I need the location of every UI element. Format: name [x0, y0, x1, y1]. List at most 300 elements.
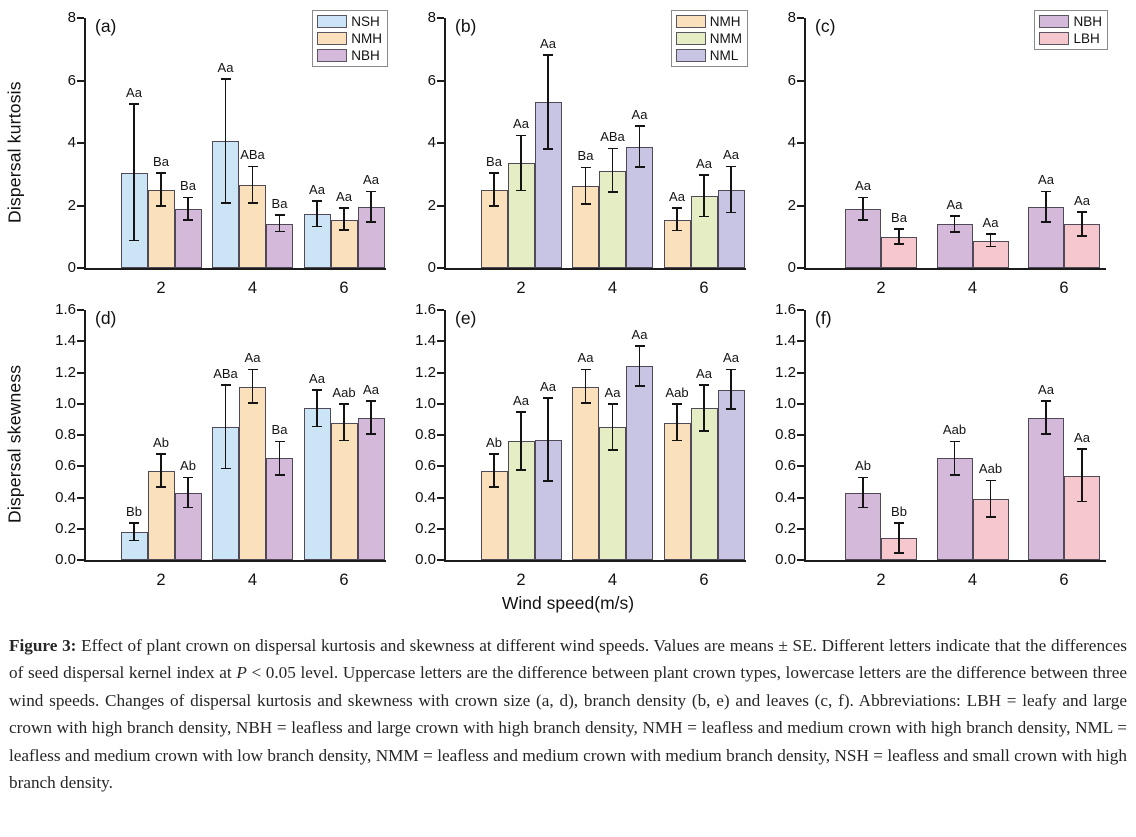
panel-a [34, 6, 390, 298]
legend [1034, 10, 1108, 50]
error-bar-cap-bottom [1077, 501, 1087, 503]
y-tick-label: 4 [787, 134, 796, 151]
x-tick-label: 6 [339, 571, 349, 589]
error-bar-cap-bottom [516, 190, 526, 192]
sig-label: Aa [577, 350, 594, 366]
error-bar-cap-top [726, 369, 736, 371]
y-tick-mark [797, 559, 804, 561]
error-bar [279, 441, 281, 475]
y-tick-mark [437, 434, 444, 436]
legend-swatch-NMH [317, 32, 347, 45]
y-tick-mark [77, 309, 84, 311]
error-bar [160, 454, 162, 488]
error-bar-cap-bottom [156, 205, 166, 207]
y-tick-label: 0.8 [775, 426, 796, 443]
error-bar-cap-bottom [635, 166, 645, 168]
sig-label: Aa [363, 381, 379, 397]
legend-swatch-NML [676, 49, 706, 62]
legend [312, 10, 388, 67]
y-tick-label: 8 [67, 9, 76, 26]
y-tick-label: 0.8 [55, 426, 76, 443]
error-bar [370, 401, 372, 435]
y-tick-mark [77, 559, 84, 561]
sig-label: Aa [723, 350, 739, 366]
x-tick-label: 4 [247, 279, 258, 297]
sig-label: Aa [1074, 430, 1090, 446]
error-bar [1045, 401, 1047, 435]
panel-label: (f) [815, 308, 832, 328]
error-bar-cap-top [516, 411, 526, 413]
plot-area [415, 301, 746, 589]
legend-entry [1039, 30, 1102, 47]
y-tick-label: 2 [787, 196, 796, 214]
y-tick-mark [77, 372, 84, 374]
error-bar [493, 173, 495, 207]
error-bar-cap-top [699, 174, 709, 176]
legend-entry [676, 47, 742, 64]
y-tick-mark [437, 80, 444, 82]
plot-area [775, 301, 1106, 589]
error-bar [703, 175, 705, 218]
error-bar-cap-top [248, 369, 258, 371]
error-bar [252, 166, 254, 204]
error-bar-cap-top [699, 384, 709, 386]
error-bar-cap-bottom [156, 486, 166, 488]
sig-label: Aa [1074, 192, 1090, 208]
error-bar-cap-top [543, 54, 553, 56]
sig-label: Aa [855, 178, 871, 194]
x-tick-label: 6 [1059, 571, 1069, 589]
error-bar [990, 480, 992, 518]
error-bar-cap-bottom [726, 408, 736, 410]
sig-label: Aa [540, 378, 556, 394]
y-tick-label: 0.6 [775, 457, 796, 475]
sig-label: Bb [126, 503, 142, 519]
error-bar-cap-top [858, 197, 868, 199]
error-bar-cap-bottom [672, 440, 682, 442]
caption-segment: P [236, 663, 247, 683]
legend-label: NMH [351, 31, 382, 46]
error-bar [612, 404, 614, 451]
error-bar [520, 412, 522, 471]
y-tick-label: 0.2 [775, 519, 796, 537]
sig-label: ABa [600, 129, 625, 145]
y-tick-mark [797, 309, 804, 311]
error-bar [520, 135, 522, 191]
y-tick-mark [797, 17, 804, 19]
sig-label: Aa [696, 366, 712, 381]
error-bar-cap-top [275, 214, 285, 216]
x-tick-label: 4 [967, 571, 978, 589]
y-tick-label: 1.0 [415, 394, 436, 412]
error-bar-cap-bottom [129, 240, 139, 242]
error-bar [370, 191, 372, 222]
error-bar-cap-top [635, 345, 645, 347]
error-bar-cap-top [183, 477, 193, 479]
y-tick-mark [437, 528, 444, 530]
legend-label: LBH [1073, 31, 1100, 46]
error-bar-cap-bottom [635, 385, 645, 387]
y-tick-label: 4 [427, 134, 436, 151]
sig-label: Aa [244, 350, 261, 366]
y-tick-label: 0.4 [55, 488, 76, 506]
error-bar [639, 126, 641, 168]
y-tick-mark [437, 372, 444, 374]
error-bar-cap-top [635, 125, 645, 127]
error-bar-cap-bottom [986, 516, 996, 518]
error-bar-cap-top [950, 441, 960, 443]
error-bar-cap-top [672, 207, 682, 209]
y-tick-label: 6 [787, 71, 796, 89]
error-bar [730, 166, 732, 213]
x-tick-label: 2 [516, 571, 526, 589]
error-bar-cap-top [489, 172, 499, 174]
error-bar-cap-bottom [1077, 235, 1087, 237]
bar-NMH-ws6 [664, 423, 691, 561]
error-bar [954, 441, 956, 475]
error-bar-cap-top [672, 403, 682, 405]
y-tick-label: 0.2 [55, 519, 76, 537]
sig-label: Aa [946, 196, 963, 212]
y-axis-title-kurtosis: Dispersal kurtosis [4, 81, 25, 223]
y-tick-label: 0.4 [775, 488, 796, 506]
sig-label: Aa [723, 147, 739, 163]
y-axis-title-skewness: Dispersal skewness [4, 364, 25, 524]
y-tick-mark [437, 309, 444, 311]
error-bar-cap-top [156, 453, 166, 455]
error-bar-cap-bottom [275, 231, 285, 233]
legend-entry [317, 47, 382, 64]
y-tick-label: 0 [787, 259, 796, 276]
error-bar-cap-top [339, 403, 349, 405]
y-tick-label: 6 [67, 71, 76, 89]
error-bar-cap-top [129, 103, 139, 105]
error-bar [585, 167, 587, 205]
panel-label: (e) [455, 308, 477, 328]
error-bar [493, 454, 495, 488]
y-tick-label: 4 [67, 134, 76, 151]
sig-label: Aa [217, 59, 234, 75]
y-tick-mark [437, 403, 444, 405]
sig-label: Ba [180, 178, 196, 194]
sig-label: Aa [982, 214, 999, 230]
sig-label: Aa [1038, 381, 1054, 397]
error-bar-cap-bottom [986, 246, 996, 248]
y-tick-mark [797, 528, 804, 530]
error-bar [730, 369, 732, 410]
y-tick-label: 6 [427, 71, 436, 89]
error-bar-cap-bottom [894, 552, 904, 554]
caption-text [9, 636, 1127, 792]
error-bar-cap-bottom [699, 430, 709, 432]
y-tick-mark [77, 465, 84, 467]
sig-label: Bb [891, 503, 907, 519]
error-bar [639, 346, 641, 387]
error-bar-cap-top [986, 233, 996, 235]
error-bar [316, 201, 318, 227]
error-bar-cap-bottom [581, 203, 591, 205]
plot-area [55, 301, 386, 589]
y-tick-mark [77, 80, 84, 82]
error-bar-cap-bottom [129, 540, 139, 542]
y-tick-label: 1.2 [415, 363, 436, 381]
y-tick-label: 1.6 [415, 301, 436, 318]
error-bar-cap-top [1077, 448, 1087, 450]
sig-label: Aab [942, 422, 967, 438]
error-bar [862, 197, 864, 221]
sig-label: Aab [665, 384, 689, 400]
x-tick-label: 4 [607, 571, 618, 589]
y-tick-label: 0.2 [415, 519, 436, 537]
error-bar-cap-top [543, 397, 553, 399]
sig-label: ABa [213, 366, 238, 381]
panel-e [394, 298, 750, 590]
y-tick-label: 1.6 [55, 301, 76, 318]
bar-NBH-ws6 [358, 418, 385, 560]
sig-label: Aa [696, 155, 712, 171]
sig-label: Ab [855, 458, 871, 474]
error-bar-cap-top [516, 135, 526, 137]
error-bar-cap-top [581, 369, 591, 371]
y-tick-label: 1.2 [775, 363, 796, 381]
error-bar-cap-bottom [183, 219, 193, 221]
error-bar-cap-bottom [248, 202, 258, 204]
y-tick-mark [77, 17, 84, 19]
error-bar [1081, 212, 1083, 237]
error-bar [316, 390, 318, 428]
y-tick-mark [797, 372, 804, 374]
error-bar [343, 404, 345, 442]
y-tick-label: 1.4 [415, 332, 436, 350]
y-tick-mark [797, 465, 804, 467]
sig-label: Ab [486, 434, 502, 450]
error-bar [676, 404, 678, 442]
sig-label: Aa [513, 116, 529, 132]
error-bar-cap-bottom [699, 216, 709, 218]
y-tick-label: 0.8 [415, 426, 436, 443]
error-bar-cap-top [248, 166, 258, 168]
y-tick-mark [437, 267, 444, 269]
y-tick-label: 0.0 [415, 551, 436, 568]
panel-label: (a) [95, 16, 117, 36]
error-bar-cap-bottom [183, 507, 193, 509]
error-bar-cap-top [366, 191, 376, 193]
error-bar-cap-bottom [858, 219, 868, 221]
error-bar-cap-top [608, 403, 618, 405]
error-bar-cap-top [312, 389, 322, 391]
error-bar-cap-bottom [726, 212, 736, 214]
y-tick-label: 0.0 [55, 551, 76, 568]
sig-label: Ba [271, 422, 288, 438]
legend-swatch-NBH [317, 49, 347, 62]
y-tick-label: 0.6 [415, 457, 436, 475]
error-bar-cap-top [986, 480, 996, 482]
sig-label: Aa [126, 84, 142, 100]
error-bar [252, 369, 254, 403]
legend-label: NSH [351, 14, 380, 29]
error-bar-cap-bottom [312, 226, 322, 228]
panel-d [34, 298, 390, 590]
error-bar-cap-top [129, 522, 139, 524]
y-tick-label: 0.4 [415, 488, 436, 506]
error-bar [1081, 449, 1083, 502]
error-bar [133, 104, 135, 242]
y-tick-label: 1.6 [775, 301, 796, 318]
y-tick-mark [77, 267, 84, 269]
x-tick-label: 4 [607, 279, 618, 297]
error-bar-cap-bottom [581, 402, 591, 404]
error-bar-cap-top [275, 441, 285, 443]
y-tick-mark [437, 340, 444, 342]
error-bar [1045, 191, 1047, 222]
sig-label: Ba [153, 153, 169, 169]
legend-entry [317, 13, 382, 30]
legend [671, 10, 748, 67]
sig-label: Ab [180, 458, 196, 474]
error-bar [547, 55, 549, 150]
y-tick-label: 0.6 [55, 457, 76, 475]
y-tick-mark [437, 465, 444, 467]
error-bar-cap-bottom [275, 474, 285, 476]
error-bar-cap-bottom [366, 221, 376, 223]
error-bar-cap-top [156, 172, 166, 174]
y-tick-mark [77, 497, 84, 499]
bar-NML-ws6 [718, 390, 745, 560]
error-bar [187, 197, 189, 221]
legend-entry [676, 13, 742, 30]
y-tick-mark [77, 403, 84, 405]
panel-label: (c) [815, 16, 836, 36]
error-bar-cap-bottom [950, 231, 960, 233]
x-tick-label: 4 [247, 571, 258, 589]
error-bar-cap-top [339, 207, 349, 209]
legend-entry [1039, 13, 1102, 30]
y-tick-mark [797, 205, 804, 207]
y-tick-mark [797, 340, 804, 342]
panel-b [394, 6, 750, 298]
error-bar-cap-top [581, 167, 591, 169]
error-bar [676, 208, 678, 232]
legend-swatch-NBH [1039, 15, 1069, 28]
error-bar [160, 173, 162, 207]
error-bar [133, 523, 135, 542]
error-bar-cap-bottom [248, 402, 258, 404]
caption-segment: Effect of plant crown on dispersal kurtosis and skewness at different wind speeds. Values are means ± SE. Different letters indicate that the differences of seed dispersal kernel index at [9, 636, 1127, 683]
legend-entry [317, 30, 382, 47]
y-tick-mark [797, 497, 804, 499]
panel-label: (b) [455, 16, 477, 36]
error-bar-cap-bottom [221, 468, 231, 470]
sig-label: Ba [486, 153, 502, 169]
sig-label: Ba [271, 195, 288, 211]
y-tick-label: 1.0 [55, 394, 76, 412]
y-tick-mark [77, 528, 84, 530]
y-tick-label: 1.0 [775, 394, 796, 412]
error-bar-cap-bottom [339, 440, 349, 442]
sig-label: Aa [513, 392, 529, 408]
error-bar-cap-top [894, 522, 904, 524]
sig-label: Aa [669, 188, 685, 204]
sig-label: Aa [309, 182, 325, 198]
y-tick-label: 8 [427, 9, 436, 26]
x-tick-label: 4 [967, 279, 978, 297]
sig-label: Aa [363, 172, 379, 188]
y-tick-mark [437, 205, 444, 207]
panel-f [754, 298, 1110, 590]
error-bar [547, 398, 549, 482]
legend-label: NMH [709, 14, 741, 29]
error-bar-cap-bottom [1041, 221, 1051, 223]
error-bar [343, 208, 345, 231]
kurtosis-row [0, 6, 1136, 298]
sig-label: Aa [604, 384, 621, 400]
x-tick-label: 2 [876, 571, 886, 589]
y-tick-label: 1.4 [55, 332, 76, 350]
y-tick-mark [437, 17, 444, 19]
y-tick-label: 0.0 [775, 551, 796, 568]
bar-NMH-ws6 [331, 423, 358, 561]
y-tick-mark [797, 434, 804, 436]
x-tick-label: 2 [156, 279, 166, 297]
error-bar-cap-top [1041, 191, 1051, 193]
y-tick-mark [77, 434, 84, 436]
error-bar-cap-bottom [516, 469, 526, 471]
sig-label: ABa [240, 147, 265, 163]
error-bar [585, 369, 587, 403]
y-tick-mark [797, 142, 804, 144]
sig-label: Ab [153, 434, 169, 450]
legend-label: NBH [351, 48, 380, 63]
sig-label: Aab [332, 384, 356, 400]
y-tick-label: 1.4 [775, 332, 796, 350]
error-bar-cap-top [894, 228, 904, 230]
x-tick-label: 6 [339, 279, 349, 297]
error-bar-cap-bottom [950, 474, 960, 476]
x-tick-label: 2 [156, 571, 166, 589]
error-bar-cap-top [950, 215, 960, 217]
error-bar-cap-bottom [672, 230, 682, 232]
x-tick-label: 6 [1059, 279, 1069, 297]
legend-swatch-NMH [676, 15, 706, 28]
y-tick-mark [797, 80, 804, 82]
error-bar [187, 477, 189, 508]
legend-swatch-LBH [1039, 32, 1069, 45]
legend-swatch-NMM [676, 32, 706, 45]
error-bar-cap-bottom [608, 191, 618, 193]
error-bar [225, 79, 227, 204]
error-bar-cap-bottom [312, 426, 322, 428]
y-tick-label: 0 [67, 259, 76, 276]
y-tick-label: 8 [787, 9, 796, 26]
y-tick-label: 2 [427, 196, 436, 214]
sig-label: Aa [540, 35, 556, 51]
legend-label: NBH [1073, 14, 1102, 29]
error-bar-cap-bottom [858, 507, 868, 509]
error-bar-cap-top [183, 197, 193, 199]
sig-label: Aa [336, 189, 352, 204]
sig-label: Ba [577, 148, 594, 164]
error-bar [898, 523, 900, 554]
y-tick-mark [797, 403, 804, 405]
x-tick-label: 2 [876, 279, 886, 297]
error-bar-cap-bottom [608, 449, 618, 451]
caption-label: Figure 3: [9, 636, 77, 655]
y-tick-mark [77, 205, 84, 207]
legend-swatch-NSH [317, 15, 347, 28]
error-bar-cap-top [858, 477, 868, 479]
y-tick-mark [437, 497, 444, 499]
y-tick-label: 1.2 [55, 363, 76, 381]
